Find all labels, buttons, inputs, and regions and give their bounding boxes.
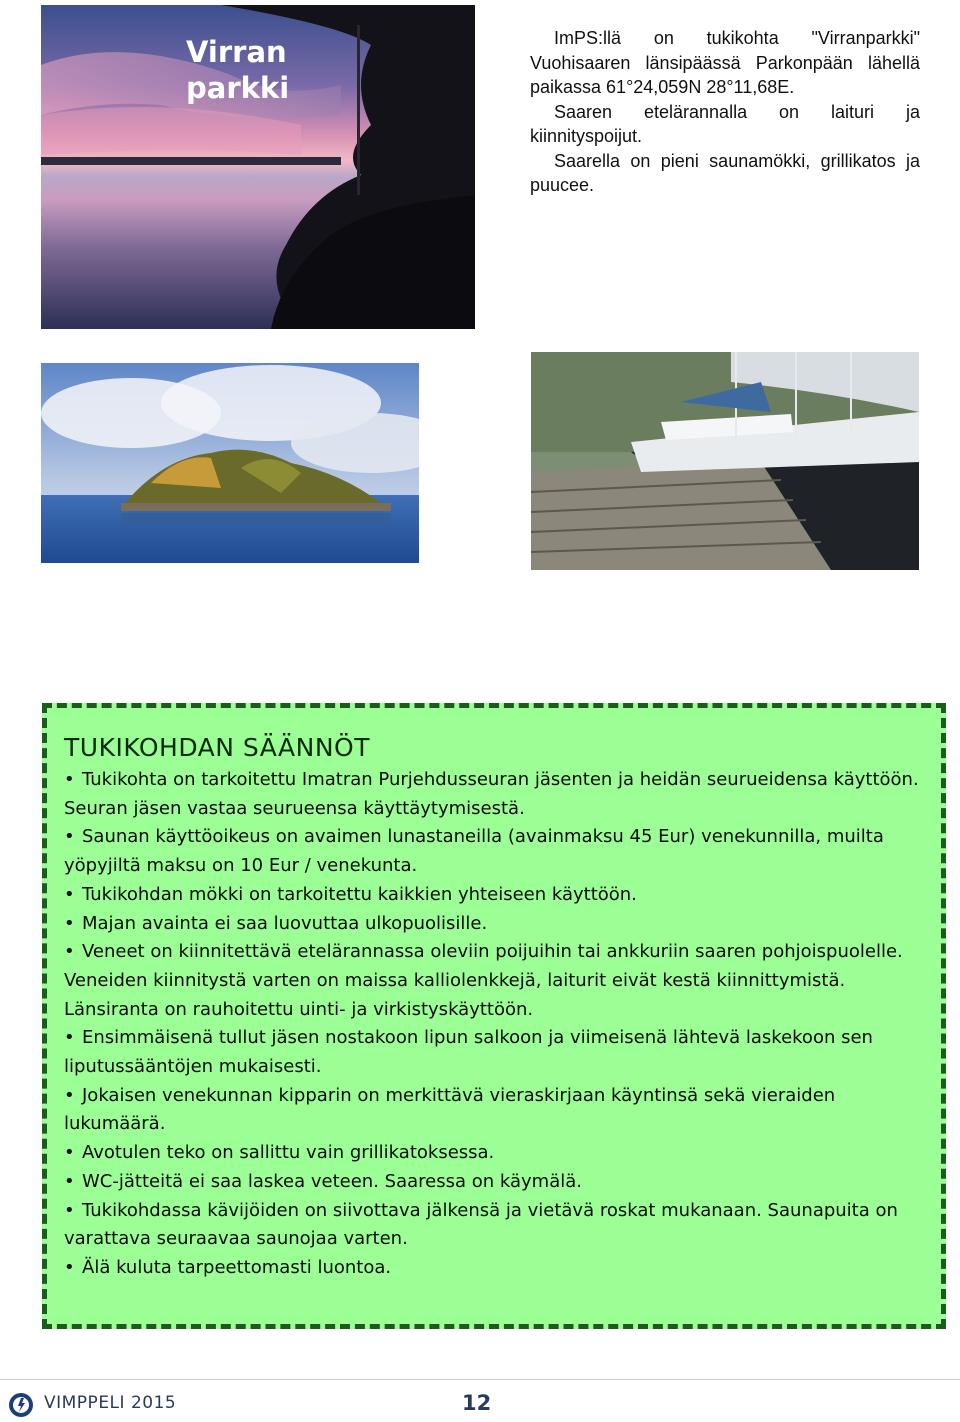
rule-item: [64, 938, 926, 1024]
rule-item: [64, 766, 926, 823]
rule-text: Tukikohdan mökki on tarkoitettu kaikkien yhteiseen käyttöön.: [82, 883, 637, 905]
footer-divider: [0, 1379, 960, 1380]
bullet: •: [64, 826, 75, 848]
bullet: •: [64, 1084, 75, 1106]
rule-item: [64, 1254, 926, 1283]
bullet: •: [64, 1170, 75, 1192]
rule-text: Tukikohdassa kävijöiden on siivottava jälkensä ja vietävä roskat mukanaan. Saunapuita on varattava seuraavaa saunojaa varten.: [64, 1199, 898, 1250]
island-photo: [41, 363, 419, 563]
rule-item: [64, 1024, 926, 1081]
rule-text: Ensimmäisenä tullut jäsen nostakoon lipun salkoon ja viimeisenä lähtevä laskekoon sen liputussääntöjen mukaisesti.: [64, 1027, 873, 1078]
rules-title: TUKIKOHDAN SÄÄNNÖT: [64, 733, 370, 762]
bullet: •: [64, 769, 75, 790]
marina-photo: [531, 352, 919, 570]
rule-text: WC-jätteitä ei saa laskea veteen. Saaressa on käymälä.: [82, 1170, 582, 1192]
rule-text: Veneet on kiinnitettävä etelärannassa oleviin poijuihin tai ankkuriin saaren pohjoispuolelle. Veneiden kiinnitystä varten on maissa kalliolenkkejä, laiturit eivät kestä kiinnittymistä. Länsiranta on rauhoitettu uinti- ja virkistyskäyttöön.: [64, 941, 903, 1020]
rule-item: [64, 1139, 926, 1168]
bullet: •: [64, 883, 75, 905]
rule-text: Majan avainta ei saa luovuttaa ulkopuolisille.: [82, 912, 488, 934]
rule-text: Saunan käyttöoikeus on avaimen lunastaneilla (avainmaksu 45 Eur) venekunnilla, muilta yöpyjiltä maksu on 10 Eur / venekunta.: [64, 826, 884, 877]
rule-item: [64, 1082, 926, 1139]
publication-name: VIMPPELI 2015: [44, 1393, 177, 1413]
intro-text: [530, 26, 920, 198]
rule-item: [64, 823, 926, 880]
bullet: •: [64, 1027, 75, 1049]
rule-text: Älä kuluta tarpeettomasti luontoa.: [82, 1256, 392, 1278]
bullet: •: [64, 912, 75, 934]
bullet: •: [64, 1199, 75, 1221]
rule-text: Avotulen teko on sallittu vain grillikatoksessa.: [82, 1142, 495, 1164]
rule-item: [64, 881, 926, 910]
rule-item: [64, 1197, 926, 1254]
intro-paragraph: ImPS:llä on tukikohta "Virranparkki" Vuohisaaren länsipäässä Parkonpään lähellä paikassa 61°24,059N 28°11,68E.: [530, 28, 920, 97]
bullet: •: [64, 941, 75, 963]
rule-text: Jokaisen venekunnan kipparin on merkittävä vieraskirjaan käyntinsä sekä vieraiden lukumäärä.: [64, 1084, 836, 1135]
club-logo-icon: [8, 1392, 34, 1418]
bullet: •: [64, 1142, 75, 1164]
rule-item: [64, 1168, 926, 1197]
photo-title: Virran parkki: [186, 35, 290, 105]
page-number: 12: [462, 1391, 492, 1415]
intro-paragraph: Saaren etelärannalla on laituri ja kiinnityspoijut.: [530, 101, 920, 146]
rule-text: Tukikohta on tarkoitettu Imatran Purjehdusseuran jäsenten ja heidän seurueidensa käyttöön. Seuran jäsen vastaa seurueensa käyttäytymisestä.: [64, 769, 919, 819]
intro-paragraph: Saarella on pieni saunamökki, grillikatos ja puucee.: [530, 150, 920, 195]
rule-item: [64, 910, 926, 939]
bullet: •: [64, 1256, 75, 1278]
rules-list: [64, 766, 926, 1283]
